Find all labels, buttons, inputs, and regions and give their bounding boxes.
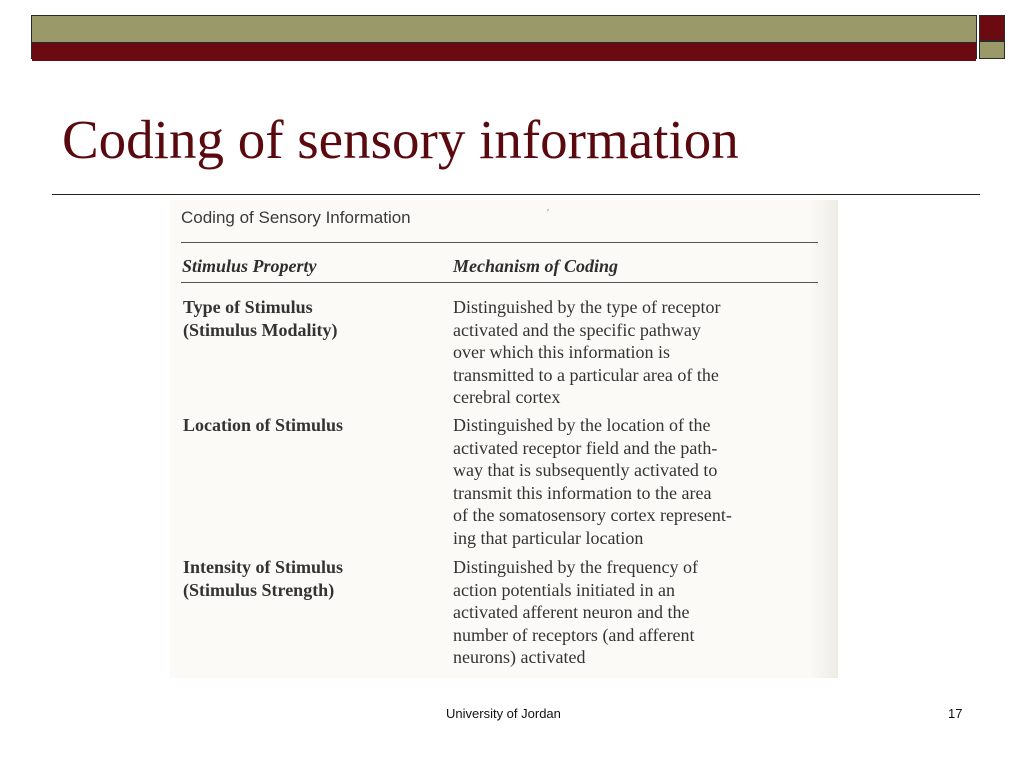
text-line: activated afferent neuron and the [453,602,690,622]
corner-maroon-square [979,15,1005,41]
table-header-rule [181,282,818,283]
text-line: way that is subsequently activated to [453,460,718,480]
text-line: ing that particular location [453,527,644,548]
scanned-table-image [170,200,838,678]
text-line: activated receptor field and the path- [453,437,718,458]
text-line: action potentials initiated in an [453,579,675,600]
text-line: Distinguished by the location of the [453,415,711,435]
text-line: of the somatosensory cortex represent- [453,505,732,525]
text-line: activated and the specific pathway [453,319,701,340]
header-maroon-stripe [32,42,976,61]
text-line: cerebral cortex [453,387,561,407]
slide-title: Coding of sensory information [62,109,739,170]
row-1-property [183,296,433,341]
text-line: Distinguished by the frequency of [453,557,698,577]
column-header-property: Stimulus Property [182,256,317,276]
text-line: Location of Stimulus [183,415,344,435]
text-line: number of receptors (and afferent [453,624,695,645]
row-3-mechanism [453,556,828,669]
text-line: Type of Stimulus [183,297,313,317]
text-line: Intensity of Stimulus [183,557,344,577]
table-top-rule [181,242,818,243]
title-divider [52,194,980,195]
text-line: (Stimulus Strength) [183,579,335,600]
text-line: Distinguished by the type of receptor [453,297,721,317]
row-2-property [183,414,433,437]
text-line: (Stimulus Modality) [183,319,338,340]
header-decoration-bar [31,15,977,59]
text-line: neurons) activated [453,647,586,667]
text-line: over which this information is [453,342,670,362]
header-olive-stripe [32,16,976,42]
slide-page-number: 17 [948,706,963,721]
scan-speck: ′ [547,208,550,219]
row-2-mechanism [453,414,828,549]
table-heading: Coding of Sensory Information [181,208,411,227]
column-header-mechanism: Mechanism of Coding [453,256,619,276]
row-1-mechanism [453,296,828,409]
footer-institution: University of Jordan [446,706,561,721]
row-3-property [183,556,433,601]
text-line: transmitted to a particular area of the [453,364,719,385]
corner-olive-square [979,41,1005,59]
text-line: transmit this information to the area [453,482,712,503]
